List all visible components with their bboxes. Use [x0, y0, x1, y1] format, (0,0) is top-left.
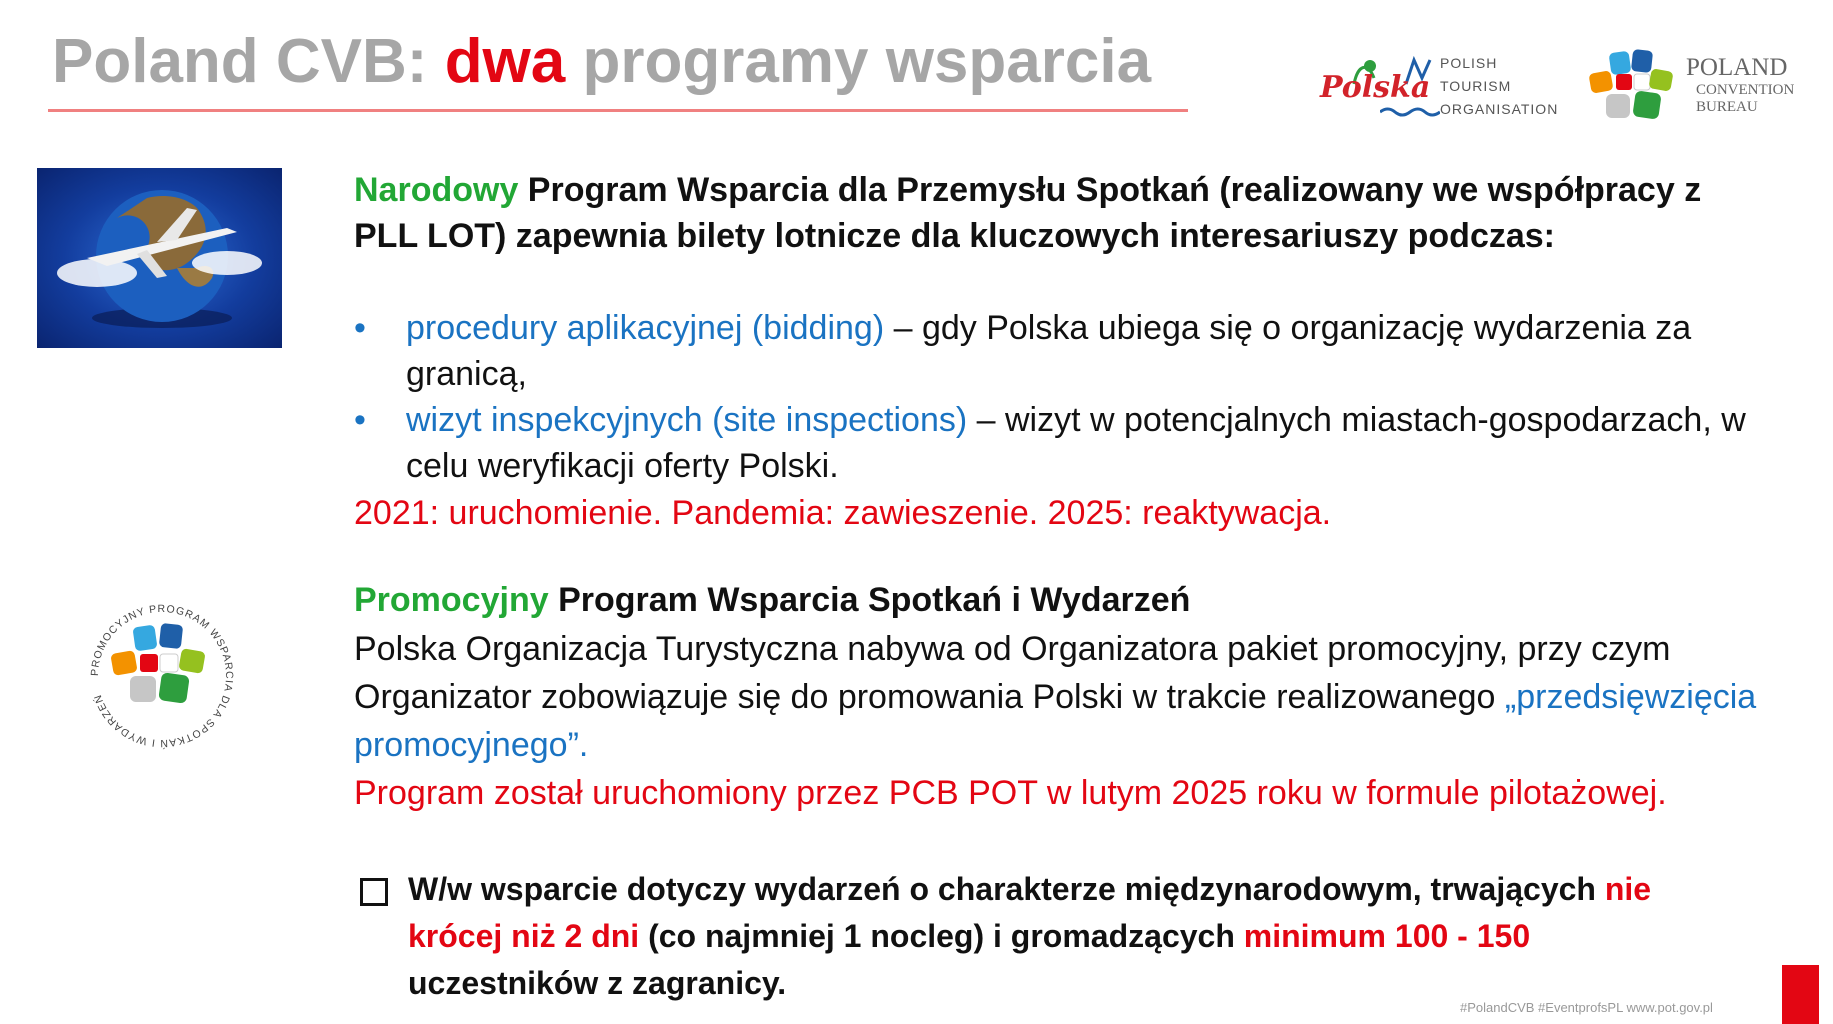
bullet-term: procedury aplikacyjnej (bidding) [406, 309, 885, 347]
page-title [52, 26, 1151, 97]
bullet-desc: – gdy Polska ubiega się o organizację wydarzenia za granicą, [406, 309, 1692, 393]
program1-text: Program Wsparcia dla Przemysłu Spotkań (realizowany we współpracy z PLL LOT) zapewnia bilety lotnicze dla kluczowych interesariuszy podczas: [354, 171, 1702, 255]
list-item [354, 397, 1774, 489]
pot-text [1440, 52, 1558, 121]
bullet-desc: – wizyt w potencjalnych miastach-gospodarzach, w celu weryfikacji oferty Polski. [406, 401, 1746, 485]
title-underline [48, 109, 1188, 112]
program2-title: Program Wsparcia Spotkań i Wydarzeń [548, 581, 1191, 619]
program2-body-text: Polska Organizacja Turystyczna nabywa od Organizatora pakiet promocyjny, przy czym Organizator zobowiązuje się do promowania Polski w trakcie realizowanego [354, 630, 1671, 716]
pcb-line-1: POLAND [1686, 54, 1788, 81]
pot-line-3: ORGANISATION [1440, 101, 1559, 117]
bullet-icon: • [354, 401, 366, 439]
note-part2: (co najmniej 1 nocleg) i gromadzących [639, 918, 1244, 954]
title-highlight: dwa [444, 27, 566, 96]
pcb-line-3: BUREAU [1696, 99, 1758, 115]
pot-line-2: TOURISM [1440, 78, 1512, 94]
program2-body [354, 625, 1774, 769]
note-part1: W/w wsparcie dotyczy wydarzeń o charakterze międzynarodowym, trwających [408, 871, 1605, 907]
pot-line-1: POLISH [1440, 55, 1498, 71]
program1-bullets [354, 305, 1774, 489]
footer-hashtags: #PolandCVB #EventprofsPL www.pot.gov.pl [1460, 1000, 1713, 1015]
note-highlight1: nie krócej niż 2 dni [408, 871, 1652, 954]
program2-status: Program został uruchomiony przez PCB POT w lutym 2025 roku w formule pilotażowej. [354, 774, 1667, 812]
pcb-text [1686, 54, 1794, 116]
seal-ring-text: PROMOCYJNY PROGRAM WSPARCIA DLA SPOTKAŃ I WYDARZEŃ [88, 602, 236, 750]
promo-seal-icon [82, 596, 242, 756]
globe-airplane-illustration-icon [37, 168, 282, 348]
globe-airplane-image [37, 168, 282, 348]
pcb-flower-icon [1588, 48, 1676, 128]
pcb-logo [1588, 48, 1808, 128]
title-part1: Poland CVB: [52, 27, 445, 96]
bullet-icon: • [354, 309, 366, 347]
program1-intro [354, 167, 1774, 259]
note-text [354, 866, 1714, 1007]
program1-lead: Narodowy [354, 171, 519, 209]
checkbox-icon [360, 878, 388, 906]
promo-program-seal [82, 596, 242, 756]
list-item [354, 305, 1774, 397]
bullet-term: wizyt inspekcyjnych (site inspections) [406, 401, 968, 439]
program2-lead: Promocyjny [354, 581, 549, 619]
support-note [354, 866, 1714, 1007]
program1-status: 2021: uruchomienie. Pandemia: zawieszenie. 2025: reaktywacja. [354, 494, 1332, 532]
wave-icon [1380, 106, 1440, 118]
pot-script-text: Polska [1320, 70, 1431, 105]
note-highlight2: minimum 100 - 150 [1243, 918, 1531, 954]
title-part2: programy wsparcia [565, 27, 1152, 96]
corner-accent-bar [1782, 965, 1819, 1024]
program2-heading [354, 577, 1190, 623]
note-part3: uczestników z zagranicy. [408, 965, 787, 1001]
program2-body-quote: „przedsięwzięcia promocyjnego”. [354, 678, 1757, 764]
pcb-line-2: CONVENTION [1696, 82, 1795, 98]
pot-logo [1320, 52, 1560, 122]
